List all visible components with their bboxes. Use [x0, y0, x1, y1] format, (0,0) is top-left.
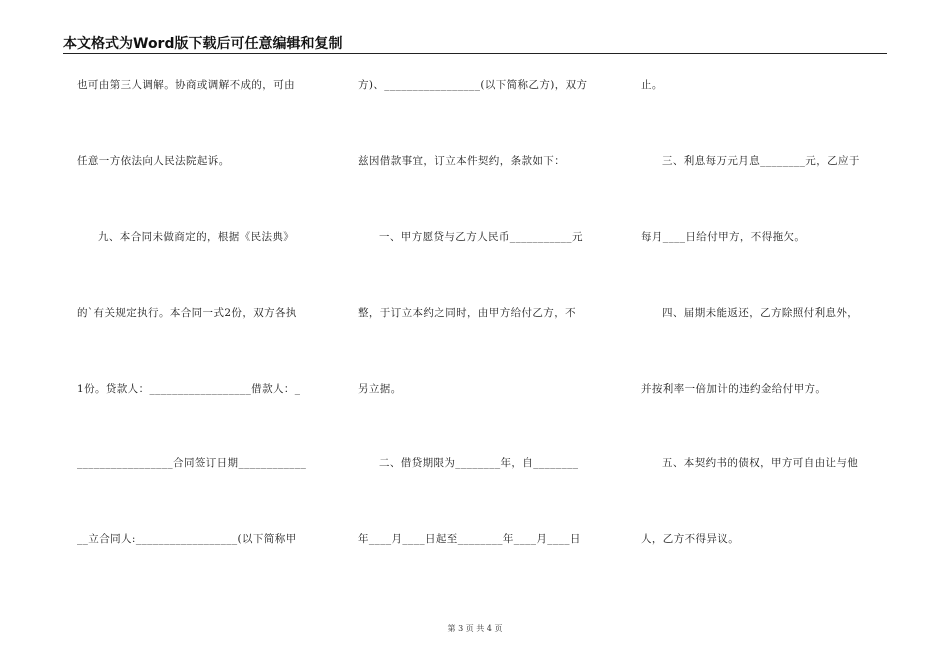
text-line: 四、届期未能返还，乙方除照付利息外，	[662, 307, 859, 319]
text-line: 并按利率一倍加计的违约金给付甲方。	[641, 383, 827, 395]
text-line: 另立据。	[358, 383, 402, 395]
text-line: 每月____日给付甲方，不得拖欠。	[641, 231, 806, 243]
text-line: __立合同人:__________________(以下简称甲	[77, 533, 297, 545]
text-line: 五、本契约书的债权，甲方可自由让与他	[662, 457, 859, 469]
text-line: 兹因借款事宜，订立本件契约，条款如下：	[358, 155, 566, 167]
text-line: 的`有关规定执行。本合同一式2份，双方各执	[77, 307, 297, 319]
text-line: 九、本合同未做商定的，根据《民法典》	[98, 231, 295, 243]
text-line: 年____月____日起至________年____月____日	[358, 533, 581, 545]
text-line: 也可由第三人调解。协商或调解不成的，可由	[77, 79, 295, 91]
text-line: 1份。贷款人：__________________借款人：_	[77, 383, 301, 395]
text-line: 一、甲方愿贷与乙方人民币___________元	[379, 231, 583, 243]
text-line: 三、利息每万元月息________元，乙应于	[662, 155, 860, 167]
header-divider	[63, 53, 887, 54]
text-line: 二、借贷期限为________年，自________	[379, 457, 579, 469]
page-number-footer: 第 3 页 共 4 页	[447, 624, 503, 633]
text-line: 任意一方依法向人民法院起诉。	[77, 155, 230, 167]
text-line: _________________合同签订日期____________	[77, 457, 307, 469]
page-header-title: 本文格式为Word版下载后可任意编辑和复制	[63, 36, 343, 52]
text-line: 整，于订立本约之同时，由甲方给付乙方，不	[358, 307, 576, 319]
text-line: 止。	[641, 79, 663, 91]
text-line: 方)、_________________(以下简称乙方)，双方	[358, 79, 588, 91]
text-line: 人，乙方不得异议。	[641, 533, 740, 545]
